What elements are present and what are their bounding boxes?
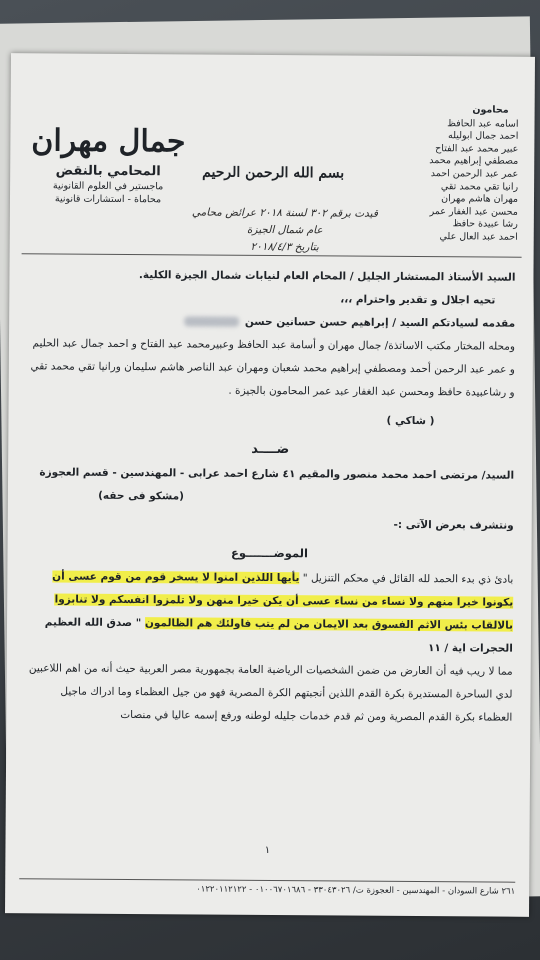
lawyer-name: عبير محمد عبد الفتاح <box>435 142 519 155</box>
lawyers-title: محامون <box>472 104 509 116</box>
lawyer-name: احمد جمال ابوليله <box>448 130 519 142</box>
lawyer-name: مصطفي إبراهيم محمد <box>429 155 519 168</box>
lawyer-name: رانيا تقي محمد تقي <box>440 180 519 193</box>
office-name: جمال مهران <box>31 123 186 160</box>
basmala: بسم الله الرحمن الرحيم <box>202 164 345 182</box>
note-line: بتاريخ ٢٠١٨/٤/٣ <box>250 240 319 254</box>
lawyer-name: رشا عبيدة حافظ <box>452 218 518 231</box>
page-number: ١ <box>264 844 271 857</box>
lawyers-list <box>368 104 519 245</box>
office-services: محاماة - استشارات قانونية <box>54 193 162 206</box>
lawyer-name: مهران هاشم مهران <box>441 193 519 205</box>
complainant-intro <box>27 309 515 335</box>
quran-verse-highlight: يأيها اللذين امنوا لا يسخر قوم من قوم عسى أن يكونوا خيرا منهم ولا نساء من نساء عسى أن يكن خيرا منهن ولا تلمزوا انفسكم ولا تنابزوا بالالقاب بئس الاثم الفسوق بعد الايمان من لم يتب فاولئك هم الظالمون <box>52 570 514 632</box>
verse-citation: " صدق الله العظيم الحجرات اية / ١١ <box>44 616 513 655</box>
subject-heading: الموضـــــــوع <box>231 545 309 561</box>
law-office-letterhead <box>28 123 189 205</box>
document-page <box>5 53 535 917</box>
against-heading: ضــــد <box>251 441 290 458</box>
greeting: تحيه اجلال و تقدير واحترام ،،، <box>340 293 496 307</box>
second-paragraph: مما لا ريب فيه أن العارض من ضمن الشخصيات الرياضية العامة بجمهورية مصر العربية حيث أنه من اهم اللاعبين لدي الساحرة المستديرة بكرة القدم اللذين أنجبتهم الكرة المصرية فهو من جيل العظماء وما ادراك ماجيل العظماء بكرة القدم المصرية ومن ثم قدم خدمات جليله لوطنه ورفع إسمه عاليا في منصات <box>28 662 513 724</box>
lawyer-name: عمر عبد الرحمن احمد <box>430 168 519 180</box>
intro-text: مقدمه لسيادتكم السيد / إبراهيم حسن حسانين حسن <box>244 315 516 330</box>
opening-paragraph <box>25 565 514 660</box>
lawyer-name: احمد عبد العال علي <box>439 231 518 243</box>
domicile-paragraph: ومحله المختار مكتب الاساتذة/ جمال مهران و أسامة عبد الحافظ وعبيرمحمد عبد الفتاح و احمد جمال عبد الحليم و عمر عبد الرحمن أحمد ومصطفي إبراهيم محمد شعبان ومهران عبد الناصر هاشم سليمان ورانيا تقي محمد تقي و رشاعبيدة حافظ ومحسن عبد الغفار عبد عمر المحامون بالجيزة . <box>30 337 516 399</box>
presentation-line: ونتشرف بعرض الآتى :- <box>393 518 514 532</box>
document-body <box>24 263 515 729</box>
lawyer-name: محسن عبد الغفار عمر <box>429 205 518 218</box>
lawyer-name: اسامه عبد الحافظ <box>447 117 519 130</box>
defendant-label: (مشكو فى حقه) <box>98 489 184 503</box>
note-line: قيدت برقم ٣٠٢ لسنة ٢٠١٨ عرائض محامي عام شمال الجيزة <box>191 206 378 237</box>
addressee: السيد الأستاذ المستشار الجليل / المحام العام لنيابات شمال الجيزة الكلية. <box>138 269 516 284</box>
office-footer-address: ٢٦١ شارع السودان - المهندسين - العجوزة ت/ ٣٣٠٤٣٠٢٦ - ٠١٠٠٦٧٠١٦٨٦ - ٠١٢٢٠١١٢١٢٢ <box>19 878 515 896</box>
complainant-label: ( شاكي ) <box>386 414 435 428</box>
office-title: المحامي بالنقض <box>55 163 161 180</box>
letterhead-header <box>10 53 535 257</box>
office-credential: ماجستير في العلوم القانونية <box>52 180 164 193</box>
redacted-blur <box>184 316 239 326</box>
handwritten-registration-note <box>190 204 380 256</box>
opening-text: بادئ ذي بدء الحمد لله القائل في محكم التنزيل " <box>299 572 514 586</box>
defendant-line: السيد/ مرتضى احمد محمد منصور والمقيم ٤١ شارع احمد عرابى - المهندسين - قسم العجوزة <box>39 466 515 482</box>
